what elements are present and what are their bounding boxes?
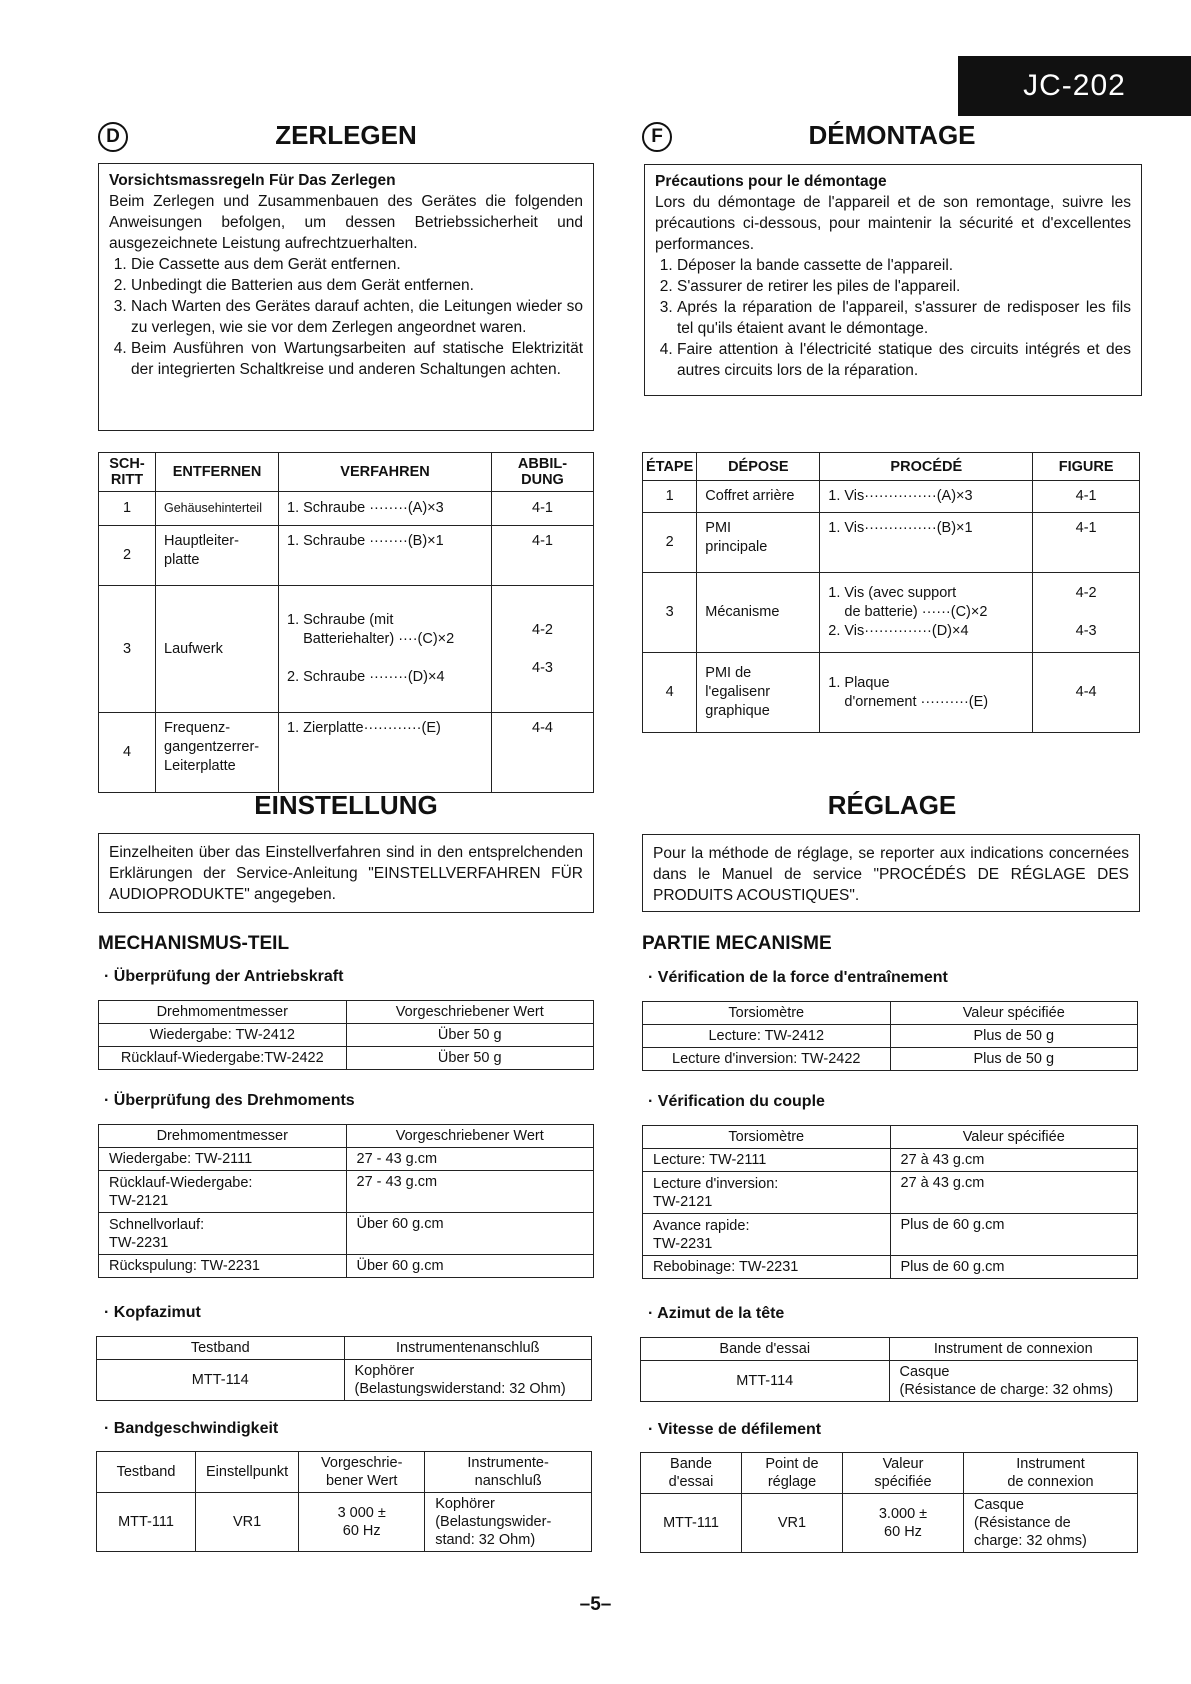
col-header: SCH- RITT <box>99 453 156 492</box>
page-number: –5– <box>579 1594 612 1615</box>
step-figure: 4-4 <box>1033 653 1140 733</box>
table-cell: 27 - 43 g.cm <box>346 1171 594 1213</box>
col-header: Instrumente- nanschluß <box>425 1452 592 1493</box>
step-procedure: 2. Schraube ········(D)×4 <box>287 669 445 685</box>
precaution-item: 2. Unbedingt die Batterien aus dem Gerät entfernen. <box>131 275 583 296</box>
step-procedure: 1. Zierplatte············(E) <box>279 713 492 793</box>
table-cell: Über 50 g <box>346 1047 594 1070</box>
col-header: Instrument de connexion <box>889 1338 1138 1361</box>
step-number: 3 <box>643 573 697 653</box>
section-title-reglage: RÉGLAGE <box>827 790 957 820</box>
torque-title: · Vérification du couple <box>648 1093 825 1110</box>
col-header: Instrument de connexion <box>964 1453 1138 1494</box>
step-figure: 4-4 <box>492 713 594 793</box>
precaution-item: 1. Die Cassette aus dem Gerät entfernen. <box>131 254 583 275</box>
disassembly-table-de <box>98 452 594 793</box>
step-procedure: 1. Vis (avec support de batterie) ······(C)×2 <box>828 585 988 620</box>
step-part: Gehäusehinterteil <box>156 492 279 526</box>
table-cell: Avance rapide: TW-2231 <box>643 1214 891 1256</box>
step-figure: 4-1 <box>492 526 594 586</box>
tape-speed-title: · Bandgeschwindigkeit <box>104 1420 279 1437</box>
model-badge: JC-202 <box>958 56 1191 116</box>
precaution-item: 2. S'assurer de retirer les piles de l'appareil. <box>677 276 1131 297</box>
table-cell: Lecture d'inversion: TW-2422 <box>643 1048 891 1071</box>
azimuth-title: · Azimut de la tête <box>648 1305 785 1322</box>
col-header: Torsiomètre <box>643 1126 891 1149</box>
step-figure: 4-3 <box>532 659 553 676</box>
table-cell: Lecture: TW-2111 <box>643 1149 891 1172</box>
col-header: Testband <box>97 1452 196 1493</box>
step-procedure: 1. Schraube ········(B)×1 <box>279 526 492 586</box>
drive-force-table-de <box>98 1000 594 1070</box>
step-part: Laufwerk <box>156 586 279 713</box>
step-figure: 4-1 <box>1033 513 1140 573</box>
table-cell: Kophörer (Belastungswider- stand: 32 Ohm) <box>425 1493 592 1552</box>
step-procedure: 1. Schraube ········(A)×3 <box>279 492 492 526</box>
section-title-demontage: DÉMONTAGE <box>808 120 976 150</box>
col-header: Testband <box>97 1337 345 1360</box>
col-header: ENTFERNEN <box>156 453 279 492</box>
table-cell: VR1 <box>742 1494 843 1553</box>
tape-speed-table-fr <box>640 1452 1138 1553</box>
col-header: ÉTAPE <box>643 453 697 481</box>
section-letter-f: F <box>642 122 672 152</box>
col-header: FIGURE <box>1033 453 1140 481</box>
table-cell: Schnellvorlauf: TW-2231 <box>99 1213 347 1255</box>
tape-speed-table-de <box>96 1451 592 1552</box>
step-figure: 4-2 <box>1075 585 1097 601</box>
precaution-item: 3. Aprés la réparation de l'appareil, s'assurer de redisposer les fils tel qu'ils étaient avant le démontage. <box>677 297 1131 339</box>
precaution-item: 3. Nach Warten des Gerätes darauf achten, die Leitungen wieder so zu verlegen, wie sie vor dem Zerlegen angeordnet waren. <box>131 296 583 338</box>
table-cell: Casque (Résistance de charge: 32 ohms) <box>964 1494 1138 1553</box>
col-header: ABBIL- DUNG <box>492 453 594 492</box>
col-header: Torsiomètre <box>643 1002 891 1025</box>
drive-force-table-fr <box>642 1001 1138 1071</box>
step-figure: 4-3 <box>1075 623 1097 639</box>
table-cell: MTT-111 <box>641 1494 742 1553</box>
col-header: Valeur spécifiée <box>890 1002 1138 1025</box>
precaution-item: 4. Faire attention à l'électricité statique des circuits intégrés et des autres circuits lors de la réparation. <box>677 339 1131 381</box>
azimuth-table-fr <box>640 1337 1138 1402</box>
step-procedure: 1. Plaque d'ornement ··········(E) <box>820 653 1033 733</box>
col-header: Valeur spécifiée <box>890 1126 1138 1149</box>
table-cell: Rücklauf-Wiedergabe: TW-2121 <box>99 1171 347 1213</box>
torque-table-de <box>98 1124 594 1278</box>
table-cell: Über 50 g <box>346 1024 594 1047</box>
drive-force-title: · Vérification de la force d'entraînement <box>648 969 948 986</box>
mechanism-title-fr: PARTIE MECANISME <box>642 933 832 954</box>
step-procedure: 1. Schraube (mit Batteriehalter) ····(C)×2 <box>287 612 455 647</box>
col-header: Bande d'essai <box>641 1338 890 1361</box>
col-header: Bande d'essai <box>641 1453 742 1494</box>
table-cell: VR1 <box>196 1493 299 1552</box>
precautions-box-fr <box>644 164 1142 396</box>
table-cell: Plus de 60 g.cm <box>890 1214 1138 1256</box>
step-figure: 4-1 <box>1033 481 1140 513</box>
step-part: PMI principale <box>697 513 820 573</box>
step-number: 2 <box>643 513 697 573</box>
col-header: Instrumentenanschluß <box>344 1337 592 1360</box>
table-cell: Rückspulung: TW-2231 <box>99 1255 347 1278</box>
table-cell: 27 - 43 g.cm <box>346 1148 594 1171</box>
table-cell: Plus de 60 g.cm <box>890 1256 1138 1279</box>
step-procedure: 1. Vis···············(B)×1 <box>820 513 1033 573</box>
precautions-heading: Vorsichtsmassregeln Für Das Zerlegen <box>109 172 396 189</box>
disassembly-table-fr <box>642 452 1140 733</box>
step-figure: 4-1 <box>492 492 594 526</box>
table-cell: Über 60 g.cm <box>346 1213 594 1255</box>
table-cell: 3 000 ± 60 Hz <box>299 1493 425 1552</box>
table-cell: 27 à 43 g.cm <box>890 1149 1138 1172</box>
step-number: 1 <box>99 492 156 526</box>
col-header: DÉPOSE <box>697 453 820 481</box>
col-header: Point de réglage <box>742 1453 843 1494</box>
adjustment-note-fr <box>642 834 1140 912</box>
table-cell: Wiedergabe: TW-2111 <box>99 1148 347 1171</box>
step-part: PMI de l'egalisenr graphique <box>697 653 820 733</box>
section-header-zerlegen <box>98 120 594 156</box>
section-header-demontage <box>642 120 1142 156</box>
precautions-heading: Précautions pour le démontage <box>655 173 887 190</box>
col-header: VERFAHREN <box>279 453 492 492</box>
drive-force-title: · Überprüfung der Antriebskraft <box>104 968 344 985</box>
table-cell: Plus de 50 g <box>890 1048 1138 1071</box>
table-cell: Lecture d'inversion: TW-2121 <box>643 1172 891 1214</box>
precautions-intro: Beim Zerlegen und Zusammenbauen des Gerätes die folgenden Anweisungen befolgen, um dessen Betriebssicherheit und ausgezeichnete Leistung aufrechtzuerhalten. <box>109 193 583 252</box>
azimuth-title: · Kopfazimut <box>104 1304 201 1321</box>
table-cell: Casque (Résistance de charge: 32 ohms) <box>889 1361 1138 1402</box>
step-part: Hauptleiter- platte <box>156 526 279 586</box>
table-cell: 3.000 ± 60 Hz <box>843 1494 964 1553</box>
step-figure: 4-2 <box>532 621 553 638</box>
step-part: Frequenz- gangentzerrer- Leiterplatte <box>156 713 279 793</box>
step-number: 4 <box>99 713 156 793</box>
step-number: 1 <box>643 481 697 513</box>
adjustment-note-text: Pour la méthode de réglage, se reporter aux indications concernées dans le Manuel de service "PROCÉDÉS DE RÉGLAGE DES PRODUITS ACOUSTIQUES". <box>653 845 1129 904</box>
table-cell: Kophörer (Belastungswiderstand: 32 Ohm) <box>344 1360 592 1401</box>
col-header: Drehmomentmesser <box>99 1001 347 1024</box>
precaution-item: 1. Déposer la bande cassette de l'appareil. <box>677 255 1131 276</box>
col-header: Vorgeschriebener Wert <box>346 1125 594 1148</box>
table-cell: Rebobinage: TW-2231 <box>643 1256 891 1279</box>
table-cell: MTT-114 <box>641 1361 890 1402</box>
col-header: Vorgeschrie- bener Wert <box>299 1452 425 1493</box>
col-header: Drehmomentmesser <box>99 1125 347 1148</box>
table-cell: Über 60 g.cm <box>346 1255 594 1278</box>
step-part: Coffret arrière <box>697 481 820 513</box>
col-header: PROCÉDÉ <box>820 453 1033 481</box>
mechanism-title-de: MECHANISMUS-TEIL <box>98 933 290 954</box>
table-cell: Plus de 50 g <box>890 1025 1138 1048</box>
precautions-intro: Lors du démontage de l'appareil et de son remontage, suivre les précautions ci-dessous, pour maintenir la sécurité et d'excellentes performances. <box>655 194 1131 253</box>
table-cell: Rücklauf-Wiedergabe:TW-2422 <box>99 1047 347 1070</box>
col-header: Einstellpunkt <box>196 1452 299 1493</box>
section-letter-d: D <box>98 122 128 152</box>
torque-title: · Überprüfung des Drehmoments <box>104 1092 355 1109</box>
table-cell: Lecture: TW-2412 <box>643 1025 891 1048</box>
table-cell: Wiedergabe: TW-2412 <box>99 1024 347 1047</box>
torque-table-fr <box>642 1125 1138 1279</box>
adjustment-note-text: Einzelheiten über das Einstellverfahren sind in den entsprelchenden Erklärungen der Service-Anleitung "EINSTELLVERFAHREN FÜR AUDIOPRODUKTE" angegeben. <box>109 844 583 903</box>
step-number: 3 <box>99 586 156 713</box>
table-cell: 27 à 43 g.cm <box>890 1172 1138 1214</box>
section-title-einstellung: EINSTELLUNG <box>254 790 438 820</box>
precautions-box-de <box>98 163 594 431</box>
adjustment-note-de <box>98 833 594 913</box>
precaution-item: 4. Beim Ausführen von Wartungsarbeiten auf statische Elektrizität der integrierten Schaltkreise und anderen Schaltungen achten. <box>131 338 583 380</box>
col-header: Vorgeschriebener Wert <box>346 1001 594 1024</box>
step-number: 4 <box>643 653 697 733</box>
step-procedure: 2. Vis··············(D)×4 <box>828 623 969 639</box>
step-number: 2 <box>99 526 156 586</box>
section-title-zerlegen: ZERLEGEN <box>275 120 417 150</box>
tape-speed-title: · Vitesse de défilement <box>648 1421 822 1438</box>
azimuth-table-de <box>96 1336 592 1401</box>
step-part: Mécanisme <box>697 573 820 653</box>
col-header: Valeur spécifiée <box>843 1453 964 1494</box>
table-cell: MTT-111 <box>97 1493 196 1552</box>
step-procedure: 1. Vis···············(A)×3 <box>820 481 1033 513</box>
table-cell: MTT-114 <box>97 1360 345 1401</box>
